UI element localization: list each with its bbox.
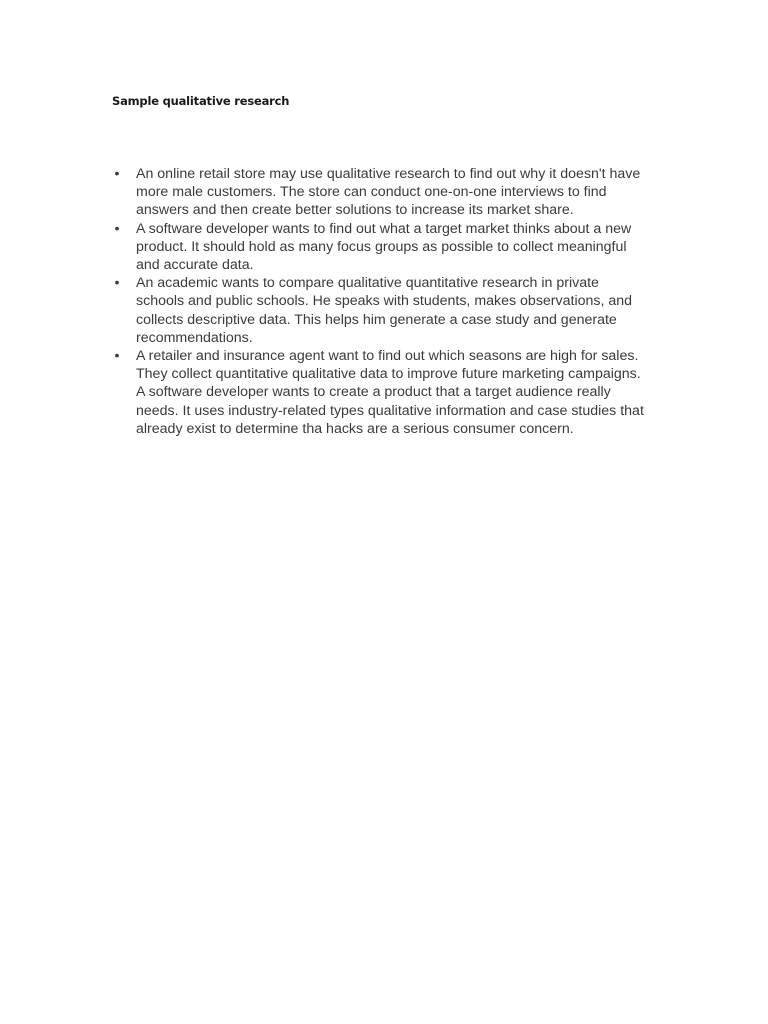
list-item-text: A software developer wants to create a product that a target audience really <box>136 384 611 401</box>
list-item <box>112 220 712 275</box>
list-item-text: collects descriptive data. This helps him generate a case study and generate <box>136 311 617 328</box>
list-item-text: needs. It uses industry-related types qualitative information and case studies that <box>136 402 644 419</box>
document-title: Sample qualitative research <box>112 94 290 108</box>
list-item-text: schools and public schools. He speaks with students, makes observations, and <box>136 293 633 310</box>
list-item-text: A software developer wants to find out what a target market thinks about a new <box>136 220 632 237</box>
bullet-icon: • <box>114 166 120 182</box>
list-item <box>112 347 712 438</box>
list-item-text: An academic wants to compare qualitative quantitative research in private <box>136 275 599 292</box>
list-item-text: and accurate data. <box>136 257 254 274</box>
list-item-text: answers and then create better solutions to increase its market share. <box>136 202 574 219</box>
bullet-icon: • <box>114 348 120 365</box>
list-item <box>112 274 712 347</box>
list-item-text: already exist to determine tha hacks are a serious consumer concern. <box>136 420 574 437</box>
list-item-text: more male customers. The store can conduct one-on-one interviews to find <box>136 184 607 201</box>
bullet-icon: • <box>114 220 120 237</box>
list-item-text: recommendations. <box>136 329 253 346</box>
bullet-icon: • <box>114 275 120 292</box>
bullet-list <box>112 165 712 438</box>
list-item <box>112 165 712 220</box>
list-item-text: An online retail store may use qualitative research to find out why it doesn't have <box>136 166 641 182</box>
list-item-text: product. It should hold as many focus groups as possible to collect meaningful <box>136 238 627 255</box>
list-item-text: They collect quantitative qualitative data to improve future marketing campaigns. <box>136 366 641 383</box>
list-item-text: A retailer and insurance agent want to find out which seasons are high for sales. <box>136 348 639 365</box>
